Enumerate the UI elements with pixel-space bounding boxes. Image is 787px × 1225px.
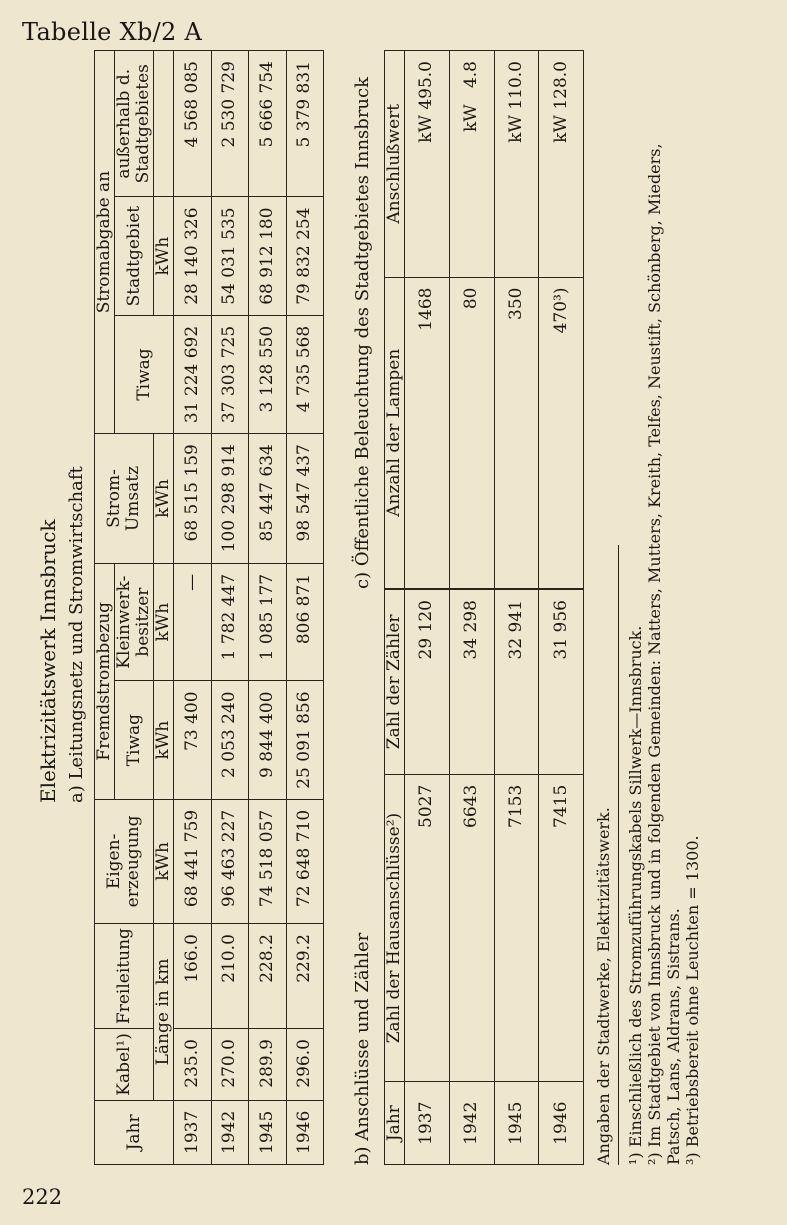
cell: kW 110.0 <box>494 51 539 278</box>
col-small-owner: Kleinwerk-besitzer <box>115 563 154 681</box>
cell: 9 844 400 <box>249 681 287 799</box>
cell: 289.9 <box>249 1029 287 1101</box>
cell: 5027 <box>405 774 450 1082</box>
cell: 74 518 057 <box>249 799 287 923</box>
col-overhead: Freileitung <box>95 924 154 1029</box>
cell: 228.2 <box>249 924 287 1029</box>
col-own-gen: Eigen-erzeugung <box>95 799 154 923</box>
col-tiwag: Tiwag <box>115 681 154 799</box>
table-row <box>249 51 287 1165</box>
cell: 31 956 <box>539 590 584 775</box>
section-b-title: b) Anschlüsse und Zähler <box>352 932 373 1165</box>
unit-kwh: kWh <box>154 434 174 564</box>
cell: 98 547 437 <box>286 434 324 564</box>
cell: 80 <box>449 277 494 588</box>
cell: 3 128 550 <box>249 315 287 433</box>
col-year: Jahr <box>95 1100 174 1164</box>
cell: 37 303 725 <box>211 315 249 433</box>
rotated-content <box>28 50 702 1165</box>
cell: 100 298 914 <box>211 434 249 564</box>
table-row <box>405 51 450 589</box>
heading: Elektrizitätswerk Innsbruck <box>36 519 60 803</box>
cell: 68 515 159 <box>174 434 212 564</box>
lighting-table <box>384 50 584 589</box>
cell: kW 495.0 <box>405 51 450 278</box>
cell: 28 140 326 <box>174 197 212 315</box>
col-meters: Zahl der Zähler <box>385 590 405 775</box>
cell: 29 120 <box>405 590 450 775</box>
electricity-table <box>94 50 324 1165</box>
unit-kwh: kWh <box>154 563 174 681</box>
table-row <box>405 590 450 1165</box>
cell: 296.0 <box>286 1029 324 1101</box>
footnote: ¹) Einschließlich des Stromzuführungskabels Sillwerk—Innsbruck. <box>626 625 645 1165</box>
cell: 72 648 710 <box>286 799 324 923</box>
cell: kW 4.8 <box>449 51 494 278</box>
footnotes <box>626 143 702 1165</box>
col-supply: Stromabgabe an <box>95 51 115 434</box>
cell: 470³) <box>539 277 584 588</box>
table-row <box>494 51 539 589</box>
table-row <box>211 51 249 1165</box>
cell: 1946 <box>286 1100 324 1164</box>
col-cable: Kabel¹) <box>95 1029 154 1101</box>
col-outside: außerhalb d. Stadtgebietes <box>115 51 154 197</box>
cell: 32 941 <box>494 590 539 775</box>
cell: 1 782 447 <box>211 563 249 681</box>
unit-kwh: kWh <box>154 681 174 799</box>
cell: 1945 <box>494 1082 539 1165</box>
col-connected-load: Anschlußwert <box>385 51 405 278</box>
divider <box>618 545 619 1165</box>
table-row <box>286 51 324 1165</box>
col-house-connections: Zahl der Hausanschlüsse²) <box>385 774 405 1082</box>
cell: — <box>174 563 212 681</box>
cell: 2 053 240 <box>211 681 249 799</box>
cell: 350 <box>494 277 539 588</box>
col-lamps: Anzahl der Lampen <box>385 277 405 588</box>
unit-kwh: kWh <box>154 799 174 923</box>
table-row <box>449 51 494 589</box>
cell: 68 441 759 <box>174 799 212 923</box>
table-row <box>174 51 212 1165</box>
cell: 1945 <box>249 1100 287 1164</box>
cell: 79 832 254 <box>286 197 324 315</box>
connections-table <box>384 589 584 1165</box>
cell: 166.0 <box>174 924 212 1029</box>
section-c-title: c) Öffentliche Beleuchtung des Stadtgebietes Innsbruck <box>352 76 373 589</box>
cell: 5 666 754 <box>249 51 287 197</box>
unit-kwh: kWh <box>154 197 174 315</box>
cell: 229.2 <box>286 924 324 1029</box>
section-a-title: a) Leitungsnetz und Stromwirtschaft <box>66 466 87 803</box>
cell: 31 224 692 <box>174 315 212 433</box>
footnote: ³) Betriebsbereit ohne Leuchten = 1300. <box>683 835 702 1165</box>
cell: 806 871 <box>286 563 324 681</box>
cell: 1937 <box>174 1100 212 1164</box>
footnote: ²) Im Stadtgebiet von Innsbruck und in folgenden Gemeinden: Natters, Mutters, Kreith, Telfes, Neustift, Schönberg, Mieders, <box>645 143 664 1165</box>
table-row <box>539 51 584 589</box>
cell: 34 298 <box>449 590 494 775</box>
col-year: Jahr <box>385 1082 405 1165</box>
page-number: 222 <box>22 1185 63 1209</box>
cell: 7415 <box>539 774 584 1082</box>
table-number: Tabelle Xb/2 A <box>22 18 203 46</box>
table-row <box>449 590 494 1165</box>
cell: 4 735 568 <box>286 315 324 433</box>
col-turnover: Strom-Umsatz <box>95 434 154 564</box>
cell: 2 530 729 <box>211 51 249 197</box>
cell: kW 128.0 <box>539 51 584 278</box>
unit-kwh-outside <box>154 51 174 197</box>
table-row <box>539 590 584 1165</box>
col-foreign: Fremdstrombezug <box>95 563 115 799</box>
cell: 270.0 <box>211 1029 249 1101</box>
cell: 54 031 535 <box>211 197 249 315</box>
cell: 7153 <box>494 774 539 1082</box>
cell: 1946 <box>539 1082 584 1165</box>
cell: 25 091 856 <box>286 681 324 799</box>
col-tiwag-out: Tiwag <box>115 315 174 433</box>
footnote: Patsch, Lans, Aldrans, Sistrans. <box>664 908 683 1165</box>
cell: 235.0 <box>174 1029 212 1101</box>
cell: 96 463 227 <box>211 799 249 923</box>
cell: 68 912 180 <box>249 197 287 315</box>
source-note: Angaben der Stadtwerke, Elektrizitätswerk. <box>594 807 613 1165</box>
cell: 85 447 634 <box>249 434 287 564</box>
cell: 1 085 177 <box>249 563 287 681</box>
cell: 210.0 <box>211 924 249 1029</box>
cell: 1468 <box>405 277 450 588</box>
unit-km: Länge in km <box>154 924 174 1101</box>
table-row <box>494 590 539 1165</box>
cell: 1937 <box>405 1082 450 1165</box>
cell: 1942 <box>449 1082 494 1165</box>
cell: 5 379 831 <box>286 51 324 197</box>
col-city: Stadtgebiet <box>115 197 154 315</box>
cell: 4 568 085 <box>174 51 212 197</box>
cell: 73 400 <box>174 681 212 799</box>
cell: 6643 <box>449 774 494 1082</box>
cell: 1942 <box>211 1100 249 1164</box>
